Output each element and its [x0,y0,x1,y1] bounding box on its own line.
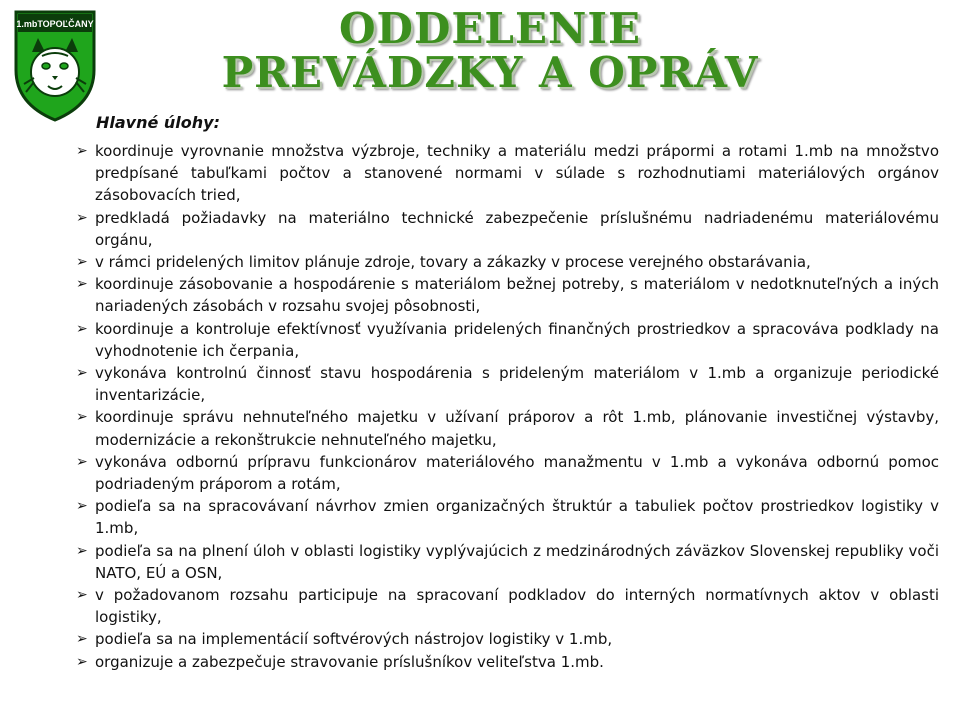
list-item-text: podieľa sa na spracovávaní návrhov zmien organizačných štruktúr a tabuliek počtov prostriedkov logistiky v 1.mb, [95,497,939,538]
arrow-bullet-icon: ➢ [76,453,88,470]
arrow-bullet-icon: ➢ [76,254,88,271]
list-item [76,406,939,450]
arrow-bullet-icon: ➢ [76,320,88,337]
list-item [76,628,939,650]
list-item-text: koordinuje a kontroluje efektívnosť využívania pridelených finančných prostriedkov a spracováva podklady na vyhodnotenie ich čerpania, [95,319,939,360]
page-title [120,4,860,97]
list-item [76,584,939,628]
arrow-bullet-icon: ➢ [76,209,88,226]
list-item [76,140,939,207]
list-item-text: vykonáva odbornú prípravu funkcionárov materiálového manažmentu v 1.mb a vykonáva odbornú pomoc podriadeným práporom a rotám, [95,452,939,494]
emblem-label: 1.mbTOPOĽČANY [16,19,94,29]
list-item [76,207,939,251]
list-item [76,495,939,539]
list-item-text: predkladá požiadavky na materiálno technické zabezpečenie príslušnému nadriadenému materiálovému orgánu, [95,208,939,249]
list-item [76,318,939,362]
title-line-1: ODDELENIE [338,4,642,53]
list-item-text: organizuje a zabezpečuje stravovanie príslušníkov veliteľstva 1.mb. [95,652,604,671]
list-item-text: podieľa sa na plnení úloh v oblasti logistiky vyplývajúcich z medzinárodných záväzkov Slovenskej republiky voči NATO, EÚ a OSN, [95,541,939,582]
list-item [76,651,939,673]
arrow-bullet-icon: ➢ [76,143,88,159]
arrow-bullet-icon: ➢ [76,409,88,426]
list-item [76,451,939,495]
arrow-bullet-icon: ➢ [76,276,88,293]
arrow-bullet-icon: ➢ [76,631,88,648]
list-item-text: koordinuje zásobovanie a hospodárenie s materiálom bežnej potreby, s materiálom v nedotknuteľných a iných nariadených zásobách v rozsahu svojej pôsobnosti, [95,275,939,316]
unit-emblem-logo [12,8,98,124]
list-item-text: vykonáva kontrolnú činnosť stavu hospodárenia s prideleným materiálom v 1.mb a organizuje periodické inventarizácie, [95,364,939,405]
list-item [76,362,939,406]
list-item [76,540,939,584]
arrow-bullet-icon: ➢ [76,653,88,670]
list-item [76,251,939,273]
list-item-text: v požadovanom rozsahu participuje na spracovaní podkladov do interných normatívnych aktov v oblasti logistiky, [95,586,939,627]
list-item-text: koordinuje vyrovnanie množstva výzbroje, techniky a materiálu medzi prápormi a rotami 1.mb na množstvo predpísané tabuľkami počtov a stanovené normami v súlade s rozhodnutiami materiálových orgánov zásobovacích tried, [95,142,939,205]
arrow-bullet-icon: ➢ [76,498,88,515]
title-line-2: PREVÁDZKY A OPRÁV [221,48,759,97]
arrow-bullet-icon: ➢ [76,365,88,382]
list-item-text: koordinuje správu nehnuteľného majetku v užívaní práporov a rôt 1.mb, plánovanie investičnej výstavby, modernizácie a rekonštrukcie nehnuteľného majetku, [95,408,939,449]
task-list [76,140,939,673]
arrow-bullet-icon: ➢ [76,587,88,604]
arrow-bullet-icon: ➢ [76,542,88,559]
section-heading: Hlavné úlohy: [96,113,220,132]
list-item-text: v rámci pridelených limitov plánuje zdroje, tovary a zákazky v procese verejného obstarávania, [95,253,811,272]
list-item [76,273,939,317]
list-item-text: podieľa sa na implementácií softvérových nástrojov logistiky v 1.mb, [95,630,613,649]
